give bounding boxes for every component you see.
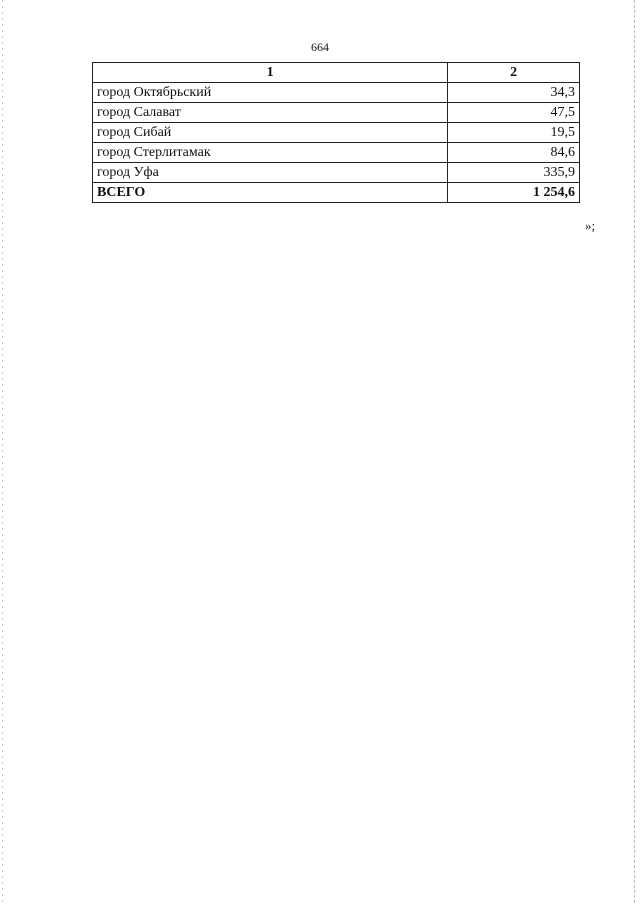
total-value: 1 254,6	[448, 183, 580, 203]
row-value: 47,5	[448, 103, 580, 123]
closing-quote-mark: »;	[585, 218, 596, 233]
table-total-row	[93, 183, 580, 203]
page-number: 664	[311, 40, 329, 54]
row-name: город Октябрьский	[93, 83, 448, 103]
scan-edge-right	[634, 0, 635, 905]
total-label: ВСЕГО	[93, 183, 448, 203]
row-name: город Салават	[93, 103, 448, 123]
row-value: 335,9	[448, 163, 580, 183]
scan-edge-left	[2, 0, 3, 905]
row-value: 34,3	[448, 83, 580, 103]
table-header-row	[93, 63, 580, 83]
table-row	[93, 123, 580, 143]
row-name: город Стерлитамак	[93, 143, 448, 163]
table-row	[93, 83, 580, 103]
table-row	[93, 143, 580, 163]
row-name: город Сибай	[93, 123, 448, 143]
table-row	[93, 163, 580, 183]
row-value: 19,5	[448, 123, 580, 143]
row-value: 84,6	[448, 143, 580, 163]
row-name: город Уфа	[93, 163, 448, 183]
column-header-2: 2	[448, 63, 580, 83]
column-header-1: 1	[93, 63, 448, 83]
table-row	[93, 103, 580, 123]
data-table	[92, 62, 580, 203]
